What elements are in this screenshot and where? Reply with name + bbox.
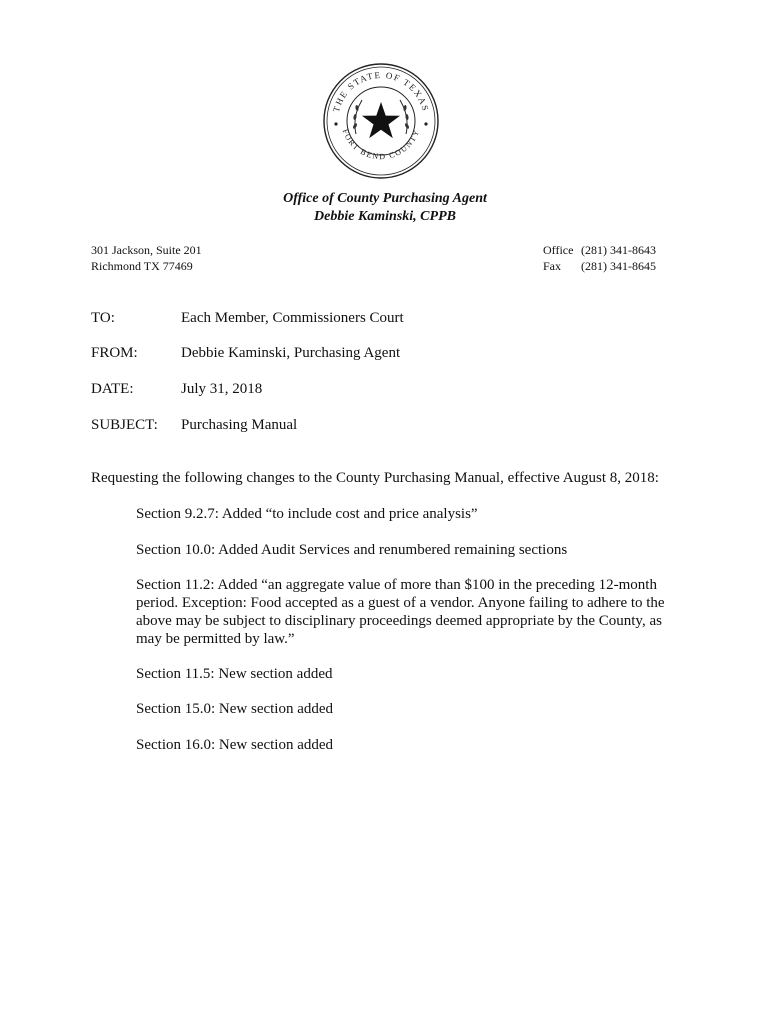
memo-subject bbox=[91, 416, 297, 434]
memo-value: Debbie Kaminski, Purchasing Agent bbox=[181, 345, 401, 361]
intro-paragraph: Requesting the following changes to the County Purchasing Manual, effective August 8, 2018: bbox=[91, 470, 659, 486]
fax-label: Fax bbox=[543, 259, 561, 273]
letterhead-title bbox=[0, 190, 770, 226]
section-item: Section 9.2.7: Added “to include cost and price analysis” bbox=[136, 506, 478, 522]
address-line-1: 301 Jackson, Suite 201 bbox=[91, 243, 202, 257]
seal-top-text: THE STATE OF TEXAS bbox=[330, 69, 432, 114]
mailing-address bbox=[91, 242, 202, 274]
contact-numbers bbox=[543, 242, 656, 274]
section-item: Section 16.0: New section added bbox=[136, 737, 334, 753]
memo-label: TO: bbox=[91, 310, 115, 326]
county-seal bbox=[322, 62, 440, 180]
memo-value: Purchasing Manual bbox=[181, 417, 298, 433]
fax-phone: (281) 341-8645 bbox=[581, 259, 656, 273]
memo-value: Each Member, Commissioners Court bbox=[181, 310, 404, 326]
memo-label: SUBJECT: bbox=[91, 417, 158, 433]
office-title: Office of County Purchasing Agent bbox=[283, 191, 487, 206]
seal-bottom-text: FORT BEND COUNTY bbox=[340, 127, 422, 162]
memo-to bbox=[91, 309, 404, 327]
memo-label: DATE: bbox=[91, 381, 134, 397]
section-item: Section 15.0: New section added bbox=[136, 701, 334, 717]
section-item: Section 11.5: New section added bbox=[136, 666, 333, 682]
address-line-2: Richmond TX 77469 bbox=[91, 259, 193, 273]
star-icon bbox=[362, 102, 400, 138]
memo-value: July 31, 2018 bbox=[181, 381, 263, 397]
agent-name: Debbie Kaminski, CPPB bbox=[314, 209, 456, 224]
section-item: Section 11.2: Added “an aggregate value of more than $100 in the preceding 12-month period. Exception: Food accepted as a guest of a vendor. Anyone failing to adhere to the above may be subject to disciplinary proceedings deemed appropriate by the County, as may be permitted by law.” bbox=[136, 577, 665, 647]
office-phone: (281) 341-8643 bbox=[581, 243, 656, 257]
svg-text:FORT BEND COUNTY bbox=[341, 128, 422, 162]
memo-date bbox=[91, 380, 262, 398]
section-item: Section 10.0: Added Audit Services and renumbered remaining sections bbox=[136, 542, 568, 558]
office-label: Office bbox=[543, 243, 574, 257]
office-phone-row bbox=[543, 242, 656, 258]
memo-label: FROM: bbox=[91, 345, 138, 361]
fax-row bbox=[543, 258, 656, 274]
memo-from bbox=[91, 344, 400, 362]
